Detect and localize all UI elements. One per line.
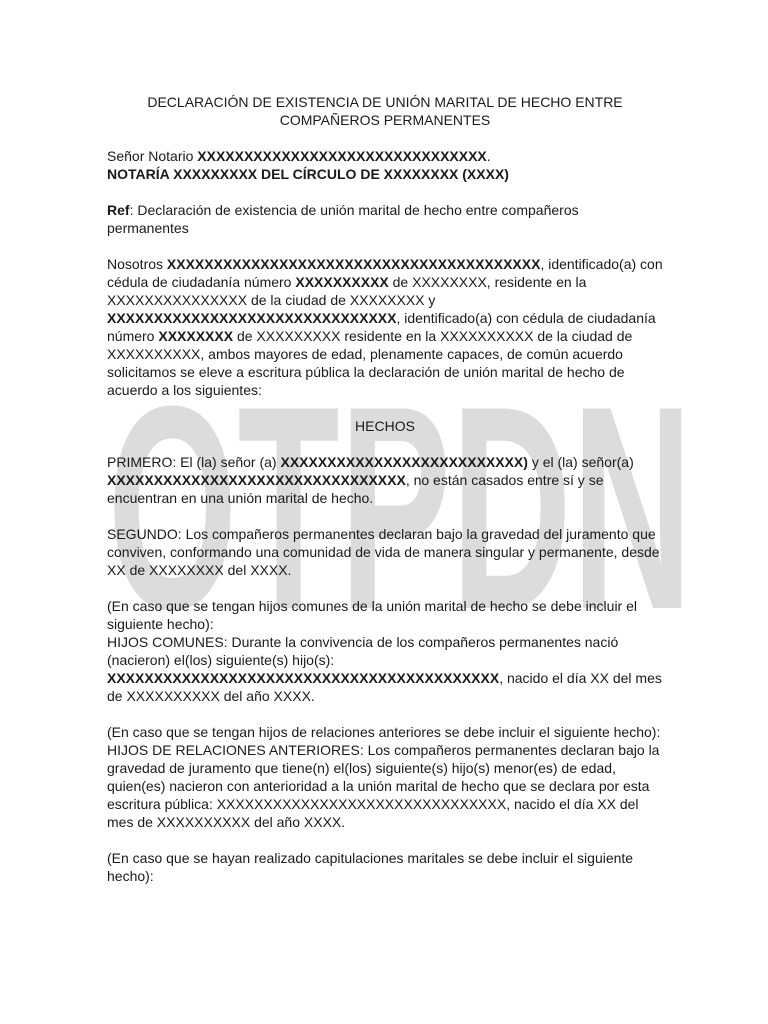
- title-line-1: DECLARACIÓN DE EXISTENCIA DE UNIÓN MARITAL DE HECHO ENTRE: [147, 94, 623, 110]
- primero-paragraph: [107, 453, 663, 507]
- primero-name-1: XXXXXXXXXXXXXXXXXXXXXXXXXX): [280, 454, 528, 470]
- primero-text-1: PRIMERO: El (la) señor (a): [107, 454, 281, 470]
- title-line-2: COMPAÑEROS PERMANENTES: [279, 112, 491, 128]
- intro-text-4: , identificado(a) con cédula de ciudadanía número: [107, 310, 656, 344]
- document-title: [107, 93, 663, 129]
- watermark-text: OTPDN: [107, 370, 693, 630]
- intro-id-2: XXXXXXXX: [158, 328, 234, 344]
- intro-name-1: XXXXXXXXXXXXXXXXXXXXXXXXXXXXXXXXXXXXXXXX: [166, 256, 541, 272]
- reference-paragraph: [107, 201, 663, 237]
- addressee-suffix: .: [486, 148, 491, 164]
- primero-text-2: y el (la) señor(a): [527, 454, 634, 470]
- notary-office: NOTARÍA XXXXXXXXX DEL CÍRCULO DE XXXXXXXX (XXXX): [107, 166, 509, 182]
- hijos-comunes-paragraph: [107, 597, 663, 705]
- segundo-paragraph: SEGUNDO: Los compañeros permanentes declaran bajo la gravedad del juramento que conviven, conformando una comunidad de vida de manera singular y permanente, desde XX de XXXXXXXX del XXXX.: [107, 526, 660, 578]
- intro-text-5: de XXXXXXXXX residente en la XXXXXXXXXX de la ciudad de XXXXXXXXXX, ambos mayores de edad, plenamente capaces, de común acuerdo solicitamos se eleve a escritura pública la declaración de unión marital de hecho de acuerdo a los siguientes:: [107, 328, 633, 398]
- addressee-prefix: Señor Notario: [107, 148, 198, 164]
- intro-name-2: XXXXXXXXXXXXXXXXXXXXXXXXXXXXXXX: [107, 310, 397, 326]
- intro-text-3: de XXXXXXXX, residente en la XXXXXXXXXXXXXXX de la ciudad de XXXXXXXX y: [107, 274, 587, 308]
- intro-text-2: , identificado(a) con cédula de ciudadanía número: [107, 256, 663, 290]
- primero-text-3: , no están casados entre sí y se encuentran en una unión marital de hecho.: [107, 472, 604, 506]
- capitulaciones-note: (En caso que se hayan realizado capitulaciones maritales se debe incluir el siguiente hecho):: [107, 850, 634, 884]
- document-page: [107, 93, 663, 903]
- hijos-comunes-text-2: , nacido el día XX del mes de XXXXXXXXXX del año XXXX.: [107, 670, 662, 704]
- intro-text-1: Nosotros: [107, 256, 167, 272]
- hijos-comunes-name: XXXXXXXXXXXXXXXXXXXXXXXXXXXXXXXXXXXXXXXXXX: [107, 670, 500, 686]
- notary-name: XXXXXXXXXXXXXXXXXXXXXXXXXXXXXXX: [197, 148, 487, 164]
- intro-paragraph: [107, 255, 663, 399]
- primero-name-2: XXXXXXXXXXXXXXXXXXXXXXXXXXXXXXXX: [107, 472, 406, 488]
- capitulaciones-paragraph: [107, 849, 663, 885]
- ref-text: : Declaración de existencia de unión marital de hecho entre compañeros permanentes: [107, 202, 579, 236]
- addressee-block: [107, 147, 663, 183]
- hijos-comunes-note: (En caso que se tengan hijos comunes de la unión marital de hecho se debe incluir el siguiente hecho):: [107, 598, 637, 632]
- hijos-comunes-text-1: HIJOS COMUNES: Durante la convivencia de los compañeros permanentes nació (nacieron) el(los) siguiente(s) hijo(s):: [107, 634, 619, 668]
- intro-id-1: XXXXXXXXXX: [295, 274, 389, 290]
- hechos-heading: HECHOS: [355, 418, 415, 434]
- ref-label: Ref: [107, 202, 130, 218]
- hijos-anteriores-paragraph: [107, 723, 663, 831]
- hijos-anteriores-note: (En caso que se tengan hijos de relaciones anteriores se debe incluir el siguiente hecho):: [107, 724, 661, 740]
- hijos-anteriores-text: HIJOS DE RELACIONES ANTERIORES: Los compañeros permanentes declaran bajo la gravedad de juramento que tiene(n) el(los) siguiente(s) hijo(s) menor(es) de edad, quien(es) nacieron con anterioridad a la unión marital de hecho que se declara por esta escritura pública: XXXXXXXXXXXXXXXXXXXXXXXXXXXXXXX, nacido el día XX del mes de XXXXXXXXXX del año XXXX.: [107, 742, 660, 830]
